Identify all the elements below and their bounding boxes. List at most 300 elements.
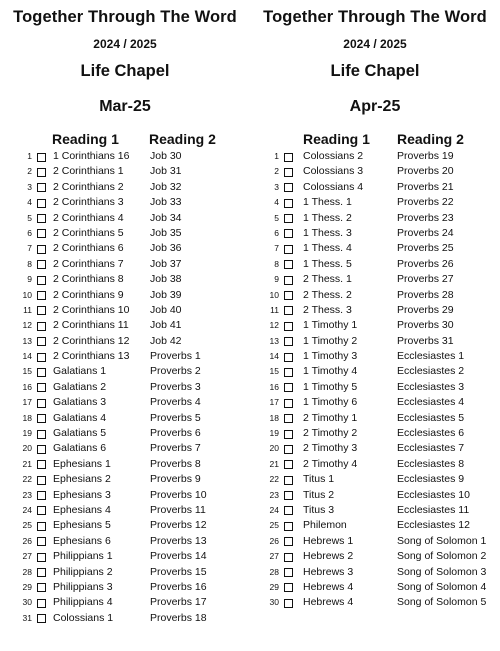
plan-year: 2024 / 2025 xyxy=(93,37,157,51)
reading-2-passage: Proverbs 3 xyxy=(150,380,201,393)
completion-checkbox[interactable] xyxy=(284,245,293,254)
completion-checkbox[interactable] xyxy=(284,260,293,269)
day-number: 25 xyxy=(22,520,32,531)
reading-2-passage: Job 34 xyxy=(150,211,182,224)
day-number: 16 xyxy=(269,381,279,392)
reading-1-passage: 2 Corinthians 12 xyxy=(53,334,130,347)
reading-row xyxy=(250,349,500,364)
reading-2-passage: Job 31 xyxy=(150,165,182,178)
reading-2-passage: Job 36 xyxy=(150,242,182,255)
reading-2-passage: Song of Solomon 2 xyxy=(397,550,487,563)
reading-row xyxy=(0,211,250,226)
reading-2-passage: Proverbs 30 xyxy=(397,319,454,332)
reading-1-passage: 1 Thess. 1 xyxy=(303,196,352,209)
reading-row xyxy=(250,488,500,503)
day-number: 20 xyxy=(22,443,32,454)
completion-checkbox[interactable] xyxy=(284,399,293,408)
completion-checkbox[interactable] xyxy=(37,291,46,300)
reading-1-passage: Philemon xyxy=(303,519,347,532)
reading-row xyxy=(250,503,500,518)
reading-1-passage: Galatians 1 xyxy=(53,365,107,378)
reading-2-passage: Song of Solomon 5 xyxy=(397,596,487,609)
reading-1-passage: 2 Corinthians 1 xyxy=(53,165,124,178)
completion-checkbox[interactable] xyxy=(37,522,46,531)
day-number: 6 xyxy=(274,227,279,238)
reading-1-passage: Hebrews 4 xyxy=(303,580,354,593)
reading-2-passage: Proverbs 29 xyxy=(397,303,454,316)
completion-checkbox[interactable] xyxy=(284,168,293,177)
day-number: 24 xyxy=(22,504,32,515)
completion-checkbox[interactable] xyxy=(37,368,46,377)
day-number: 28 xyxy=(269,566,279,577)
completion-checkbox[interactable] xyxy=(37,476,46,485)
day-number: 16 xyxy=(22,381,32,392)
reading-1-passage: Ephesians 1 xyxy=(53,457,111,470)
reading-1-passage: 2 Corinthians 5 xyxy=(53,226,124,239)
reading-2-passage: Proverbs 24 xyxy=(397,226,454,239)
day-number: 27 xyxy=(269,551,279,562)
completion-checkbox[interactable] xyxy=(284,306,293,315)
reading-1-passage: 2 Thess. 3 xyxy=(303,303,352,316)
reading-1-passage: 2 Corinthians 10 xyxy=(53,303,130,316)
reading-2-passage: Job 30 xyxy=(150,150,182,162)
day-number: 7 xyxy=(27,243,32,254)
day-number: 9 xyxy=(27,274,32,285)
reading-1-passage: 2 Corinthians 9 xyxy=(53,288,124,301)
completion-checkbox[interactable] xyxy=(284,291,293,300)
completion-checkbox[interactable] xyxy=(37,353,46,362)
reading-row xyxy=(250,241,500,256)
completion-checkbox[interactable] xyxy=(37,599,46,608)
reading-2-passage: Proverbs 9 xyxy=(150,473,201,486)
completion-checkbox[interactable] xyxy=(37,306,46,315)
reading-2-passage: Ecclesiastes 4 xyxy=(397,396,465,409)
reading-1-passage: Colossians 4 xyxy=(303,180,364,193)
reading-2-passage: Proverbs 16 xyxy=(150,580,207,593)
day-number: 8 xyxy=(27,258,32,269)
completion-checkbox[interactable] xyxy=(37,383,46,392)
reading-row xyxy=(0,441,250,456)
reading-2-passage: Proverbs 21 xyxy=(397,180,454,193)
reading-2-passage: Job 35 xyxy=(150,226,182,239)
reading-2-passage: Proverbs 28 xyxy=(397,288,454,301)
month-heading: Apr-25 xyxy=(349,98,401,115)
reading-1-passage: 1 Timothy 3 xyxy=(303,350,358,363)
church-name: Life Chapel xyxy=(80,62,170,80)
reading-row xyxy=(0,180,250,195)
reading-1-passage: Ephesians 2 xyxy=(53,473,111,486)
reading-row xyxy=(0,195,250,210)
day-number: 12 xyxy=(22,320,32,331)
day-number: 15 xyxy=(269,366,279,377)
completion-checkbox[interactable] xyxy=(284,276,293,285)
day-number: 25 xyxy=(269,520,279,531)
reading-row xyxy=(250,580,500,595)
reading-2-passage: Ecclesiastes 8 xyxy=(397,457,465,470)
reading-2-passage: Proverbs 6 xyxy=(150,427,201,440)
reading-2-passage: Job 41 xyxy=(150,319,182,332)
reading-row xyxy=(0,272,250,287)
reading-row xyxy=(0,164,250,179)
completion-checkbox[interactable] xyxy=(284,476,293,485)
reading-row xyxy=(250,226,500,241)
reading-1-passage: 1 Timothy 5 xyxy=(303,380,358,393)
day-number: 2 xyxy=(274,166,279,177)
reading-1-passage: 1 Timothy 1 xyxy=(303,319,358,332)
completion-checkbox[interactable] xyxy=(284,322,293,331)
day-number: 14 xyxy=(269,351,279,362)
day-number: 19 xyxy=(22,428,32,439)
reading-row xyxy=(0,334,250,349)
reading-1-passage: Philippians 2 xyxy=(53,565,113,578)
completion-checkbox[interactable] xyxy=(284,506,293,515)
reading-row xyxy=(0,472,250,487)
completion-checkbox[interactable] xyxy=(284,445,293,454)
reading-2-passage: Job 42 xyxy=(150,334,182,347)
completion-checkbox[interactable] xyxy=(37,506,46,515)
reading-row xyxy=(250,211,500,226)
reading-1-passage: 2 Thess. 2 xyxy=(303,288,352,301)
reading-1-passage: Galatians 5 xyxy=(53,427,107,440)
day-number: 31 xyxy=(22,612,32,623)
completion-checkbox[interactable] xyxy=(37,491,46,500)
completion-checkbox[interactable] xyxy=(284,183,293,192)
reading-row xyxy=(250,149,500,164)
completion-checkbox[interactable] xyxy=(37,337,46,346)
reading-row xyxy=(250,380,500,395)
reading-2-passage: Proverbs 15 xyxy=(150,565,207,578)
reading-2-passage: Ecclesiastes 11 xyxy=(397,503,470,516)
day-number: 24 xyxy=(269,504,279,515)
reading-1-passage: Titus 3 xyxy=(303,503,335,516)
completion-checkbox[interactable] xyxy=(284,199,293,208)
reading-1-passage: Ephesians 6 xyxy=(53,534,111,547)
completion-checkbox[interactable] xyxy=(284,460,293,469)
day-number: 5 xyxy=(274,212,279,223)
day-number: 30 xyxy=(269,597,279,608)
reading-row xyxy=(250,395,500,410)
completion-checkbox[interactable] xyxy=(37,614,46,623)
reading-2-passage: Proverbs 8 xyxy=(150,457,201,470)
completion-checkbox[interactable] xyxy=(37,214,46,223)
completion-checkbox[interactable] xyxy=(37,414,46,423)
reading-2-passage: Ecclesiastes 5 xyxy=(397,411,465,424)
reading-1-passage: Galatians 3 xyxy=(53,396,107,409)
reading-1-passage: 2 Thess. 1 xyxy=(303,273,352,286)
completion-checkbox[interactable] xyxy=(37,245,46,254)
reading-1-passage: Hebrews 1 xyxy=(303,534,354,547)
day-number: 26 xyxy=(269,535,279,546)
reading-1-passage: Titus 1 xyxy=(303,473,335,486)
plan-year: 2024 / 2025 xyxy=(343,37,407,51)
day-number: 5 xyxy=(27,212,32,223)
completion-checkbox[interactable] xyxy=(37,153,46,162)
reading-2-passage: Job 38 xyxy=(150,273,182,286)
day-number: 17 xyxy=(269,397,279,408)
day-number: 28 xyxy=(22,566,32,577)
reading-row xyxy=(250,257,500,272)
day-number: 1 xyxy=(274,151,279,161)
reading-1-passage: Ephesians 3 xyxy=(53,488,111,501)
completion-checkbox[interactable] xyxy=(37,537,46,546)
reading-2-passage: Proverbs 2 xyxy=(150,365,201,378)
reading-row xyxy=(250,164,500,179)
day-number: 1 xyxy=(27,151,32,161)
reading-2-passage: Job 37 xyxy=(150,257,182,270)
completion-checkbox[interactable] xyxy=(284,430,293,439)
reading-2-passage: Ecclesiastes 9 xyxy=(397,473,465,486)
reading-2-header: Reading 2 xyxy=(397,131,464,147)
reading-1-passage: Philippians 1 xyxy=(53,550,113,563)
day-number: 3 xyxy=(27,181,32,192)
completion-checkbox[interactable] xyxy=(284,568,293,577)
reading-1-passage: 2 Corinthians 7 xyxy=(53,257,124,270)
completion-checkbox[interactable] xyxy=(284,537,293,546)
reading-row xyxy=(0,318,250,333)
day-number: 30 xyxy=(22,597,32,608)
reading-2-passage: Job 33 xyxy=(150,196,182,209)
reading-row xyxy=(0,149,250,164)
month-heading: Mar-25 xyxy=(99,98,151,115)
reading-2-passage: Proverbs 23 xyxy=(397,211,454,224)
day-number: 9 xyxy=(274,274,279,285)
reading-2-passage: Ecclesiastes 1 xyxy=(397,350,465,363)
reading-2-passage: Proverbs 11 xyxy=(150,503,206,516)
day-number: 7 xyxy=(274,243,279,254)
completion-checkbox[interactable] xyxy=(37,322,46,331)
plan-title: Together Through The Word xyxy=(263,8,487,26)
reading-2-passage: Ecclesiastes 2 xyxy=(397,365,465,378)
reading-row xyxy=(250,411,500,426)
reading-row xyxy=(0,226,250,241)
completion-checkbox[interactable] xyxy=(37,568,46,577)
reading-2-passage: Song of Solomon 4 xyxy=(397,580,487,593)
reading-2-passage: Proverbs 25 xyxy=(397,242,454,255)
reading-row xyxy=(250,303,500,318)
reading-row xyxy=(250,595,500,610)
reading-row xyxy=(0,303,250,318)
reading-row xyxy=(250,364,500,379)
day-number: 19 xyxy=(269,428,279,439)
reading-2-passage: Ecclesiastes 6 xyxy=(397,427,465,440)
reading-2-passage: Job 40 xyxy=(150,303,182,316)
reading-2-header: Reading 2 xyxy=(149,131,216,147)
day-number: 4 xyxy=(274,197,279,208)
reading-1-passage: 1 Timothy 4 xyxy=(303,365,358,378)
day-number: 23 xyxy=(22,489,32,500)
reading-2-passage: Proverbs 14 xyxy=(150,550,207,563)
reading-2-passage: Proverbs 7 xyxy=(150,442,201,455)
day-number: 11 xyxy=(23,304,32,315)
completion-checkbox[interactable] xyxy=(284,383,293,392)
completion-checkbox[interactable] xyxy=(284,522,293,531)
completion-checkbox[interactable] xyxy=(284,368,293,377)
reading-row xyxy=(0,565,250,580)
reading-1-passage: 2 Corinthians 11 xyxy=(53,319,129,332)
reading-1-passage: Hebrews 2 xyxy=(303,550,354,563)
reading-row xyxy=(0,349,250,364)
reading-row xyxy=(250,534,500,549)
completion-checkbox[interactable] xyxy=(284,337,293,346)
completion-checkbox[interactable] xyxy=(284,153,293,162)
reading-1-passage: 2 Timothy 3 xyxy=(303,442,358,455)
completion-checkbox[interactable] xyxy=(284,491,293,500)
reading-1-passage: 2 Corinthians 8 xyxy=(53,273,124,286)
reading-2-passage: Proverbs 27 xyxy=(397,273,454,286)
day-number: 10 xyxy=(22,289,32,300)
reading-1-passage: 2 Timothy 4 xyxy=(303,457,358,470)
completion-checkbox[interactable] xyxy=(284,229,293,238)
reading-2-passage: Proverbs 22 xyxy=(397,196,454,209)
day-number: 29 xyxy=(22,581,32,592)
april-reading-list xyxy=(250,149,500,611)
completion-checkbox[interactable] xyxy=(37,183,46,192)
reading-2-passage: Ecclesiastes 12 xyxy=(397,519,470,532)
reading-1-header: Reading 1 xyxy=(52,131,119,147)
completion-checkbox[interactable] xyxy=(284,214,293,223)
reading-row xyxy=(0,595,250,610)
reading-row xyxy=(250,565,500,580)
reading-row xyxy=(0,426,250,441)
day-number: 12 xyxy=(269,320,279,331)
completion-checkbox[interactable] xyxy=(37,399,46,408)
completion-checkbox[interactable] xyxy=(37,445,46,454)
day-number: 10 xyxy=(269,289,279,300)
completion-checkbox[interactable] xyxy=(284,414,293,423)
reading-row xyxy=(250,195,500,210)
reading-1-passage: 1 Thess. 3 xyxy=(303,226,352,239)
reading-row xyxy=(0,549,250,564)
day-number: 8 xyxy=(274,258,279,269)
reading-1-passage: Hebrews 3 xyxy=(303,565,354,578)
reading-2-passage: Ecclesiastes 10 xyxy=(397,488,470,501)
day-number: 11 xyxy=(270,304,279,315)
march-reading-list xyxy=(0,149,250,626)
reading-1-passage: 1 Corinthians 16 xyxy=(53,150,130,162)
completion-checkbox[interactable] xyxy=(284,583,293,592)
april-column xyxy=(250,0,500,651)
reading-1-passage: 1 Thess. 2 xyxy=(303,211,352,224)
reading-row xyxy=(250,518,500,533)
reading-1-passage: Galatians 2 xyxy=(53,380,107,393)
reading-row xyxy=(0,241,250,256)
reading-row xyxy=(0,364,250,379)
reading-1-passage: 2 Corinthians 13 xyxy=(53,350,130,363)
day-number: 27 xyxy=(22,551,32,562)
reading-2-passage: Proverbs 4 xyxy=(150,396,201,409)
day-number: 2 xyxy=(27,166,32,177)
completion-checkbox[interactable] xyxy=(37,460,46,469)
reading-1-passage: Titus 2 xyxy=(303,488,335,501)
completion-checkbox[interactable] xyxy=(37,553,46,562)
completion-checkbox[interactable] xyxy=(284,599,293,608)
reading-2-passage: Ecclesiastes 3 xyxy=(397,380,465,393)
reading-row xyxy=(0,380,250,395)
day-number: 29 xyxy=(269,581,279,592)
reading-2-passage: Proverbs 10 xyxy=(150,488,207,501)
reading-2-passage: Proverbs 18 xyxy=(150,611,207,624)
reading-row xyxy=(250,318,500,333)
day-number: 13 xyxy=(22,335,32,346)
day-number: 17 xyxy=(22,397,32,408)
reading-1-passage: Ephesians 5 xyxy=(53,519,111,532)
reading-1-passage: Philippians 4 xyxy=(53,596,113,609)
reading-2-passage: Proverbs 20 xyxy=(397,165,454,178)
completion-checkbox[interactable] xyxy=(37,168,46,177)
reading-1-header: Reading 1 xyxy=(303,131,370,147)
reading-row xyxy=(250,272,500,287)
day-number: 18 xyxy=(22,412,32,423)
reading-row xyxy=(250,441,500,456)
completion-checkbox[interactable] xyxy=(37,583,46,592)
reading-row xyxy=(0,518,250,533)
reading-row xyxy=(0,288,250,303)
reading-row xyxy=(250,334,500,349)
day-number: 26 xyxy=(22,535,32,546)
reading-2-passage: Proverbs 17 xyxy=(150,596,207,609)
day-number: 21 xyxy=(269,458,279,469)
completion-checkbox[interactable] xyxy=(284,553,293,562)
completion-checkbox[interactable] xyxy=(37,260,46,269)
day-number: 14 xyxy=(22,351,32,362)
plan-title: Together Through The Word xyxy=(13,8,237,26)
day-number: 6 xyxy=(27,227,32,238)
reading-2-passage: Job 32 xyxy=(150,180,182,193)
reading-1-passage: 1 Timothy 6 xyxy=(303,396,358,409)
reading-2-passage: Proverbs 1 xyxy=(150,350,201,363)
day-number: 22 xyxy=(22,474,32,485)
reading-2-passage: Proverbs 5 xyxy=(150,411,201,424)
reading-1-passage: 1 Timothy 2 xyxy=(303,334,358,347)
reading-2-passage: Proverbs 19 xyxy=(397,150,454,162)
day-number: 15 xyxy=(22,366,32,377)
reading-1-passage: Colossians 2 xyxy=(303,150,364,162)
reading-row xyxy=(0,580,250,595)
reading-1-passage: Galatians 6 xyxy=(53,442,107,455)
church-name: Life Chapel xyxy=(330,62,420,80)
completion-checkbox[interactable] xyxy=(37,229,46,238)
day-number: 21 xyxy=(22,458,32,469)
reading-1-passage: 2 Corinthians 6 xyxy=(53,242,124,255)
reading-1-passage: Hebrews 4 xyxy=(303,596,354,609)
reading-row xyxy=(0,457,250,472)
completion-checkbox[interactable] xyxy=(37,276,46,285)
completion-checkbox[interactable] xyxy=(37,430,46,439)
reading-2-passage: Proverbs 31 xyxy=(397,334,454,347)
reading-row xyxy=(0,395,250,410)
reading-2-passage: Song of Solomon 1 xyxy=(397,534,487,547)
day-number: 20 xyxy=(269,443,279,454)
completion-checkbox[interactable] xyxy=(37,199,46,208)
day-number: 3 xyxy=(274,181,279,192)
reading-row xyxy=(0,411,250,426)
reading-1-passage: 2 Corinthians 3 xyxy=(53,196,124,209)
reading-2-passage: Job 39 xyxy=(150,288,182,301)
reading-row xyxy=(0,503,250,518)
reading-row xyxy=(0,488,250,503)
reading-1-passage: Ephesians 4 xyxy=(53,503,111,516)
reading-1-passage: Colossians 3 xyxy=(303,165,364,178)
reading-1-passage: 1 Thess. 4 xyxy=(303,242,352,255)
reading-1-passage: Colossians 1 xyxy=(53,611,114,624)
reading-row xyxy=(250,426,500,441)
reading-row xyxy=(250,288,500,303)
reading-row xyxy=(250,457,500,472)
completion-checkbox[interactable] xyxy=(284,353,293,362)
reading-1-passage: 2 Corinthians 2 xyxy=(53,180,124,193)
reading-1-passage: Philippians 3 xyxy=(53,580,113,593)
reading-row xyxy=(250,549,500,564)
